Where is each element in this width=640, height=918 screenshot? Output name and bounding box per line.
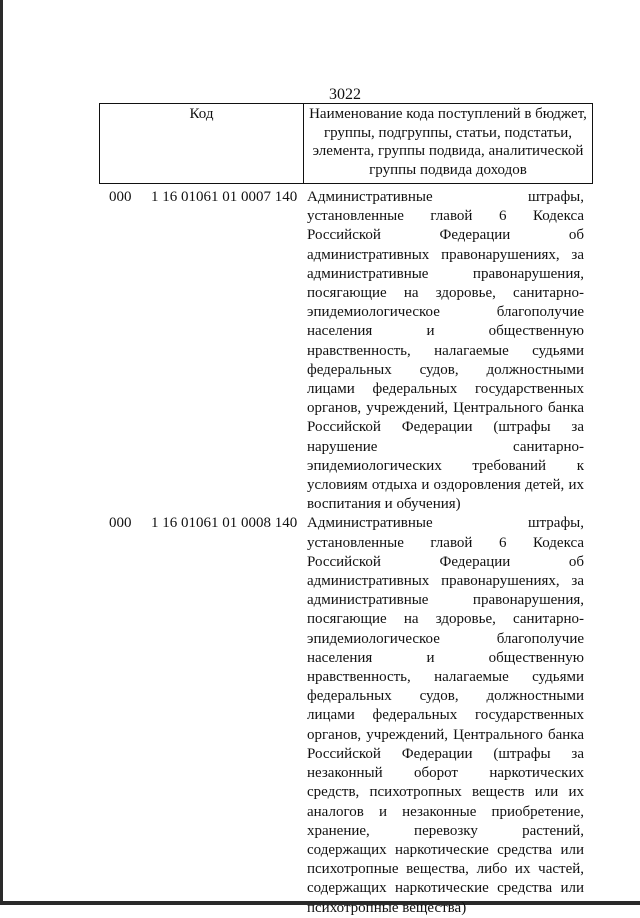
header-table <box>99 103 593 184</box>
list-item <box>0 188 640 514</box>
admin-code: 000 <box>109 515 132 532</box>
header-name-cell: Наименование кода поступлений в бюджет, группы, подгруппы, статьи, подстатьи, элемента, группы подвида, аналитической группы подвида доходов <box>304 104 593 184</box>
entries-list <box>0 188 640 918</box>
list-item <box>0 514 640 917</box>
page-number: 3022 <box>329 86 361 103</box>
income-code: 1 16 01061 01 0007 140 <box>151 189 298 205</box>
header-row <box>100 104 593 184</box>
income-description: Административные штрафы, установленные главой 6 Кодекса Российской Федерации об административных правонарушениях, за административные правонарушения, посягающие на здоровье, санитарно-эпидемиологическое благополучие населения и общественную нравственность, налагаемые судьями федеральных судов, должностными лицами федеральных государственных органов, учреждений, Центрального банка Российской Федерации (штрафы за нарушение санитарно-эпидемиологических требований к условиям отдыха и оздоровления детей, их воспитания и обучения) <box>307 189 584 513</box>
income-code: 1 16 01061 01 0008 140 <box>151 515 298 532</box>
admin-code: 000 <box>109 189 132 205</box>
income-description: Административные штрафы, установленные главой 6 Кодекса Российской Федерации об административных правонарушениях, за административные правонарушения, посягающие на здоровье, санитарно-эпидемиологическое благополучие населения и общественную нравственность, налагаемые судьями федеральных судов, должностными лицами федеральных государственных органов, учреждений, Центрального банка Российской Федерации (штрафы за незаконный оборот наркотических средств, психотропных веществ или их аналогов и незаконные приобретение, хранение, перевозку растений, содержащих наркотические средства или психотропные вещества, либо их частей, содержащих наркотические средства или психотропные вещества) <box>307 515 584 916</box>
header-code-cell: Код <box>100 104 304 184</box>
